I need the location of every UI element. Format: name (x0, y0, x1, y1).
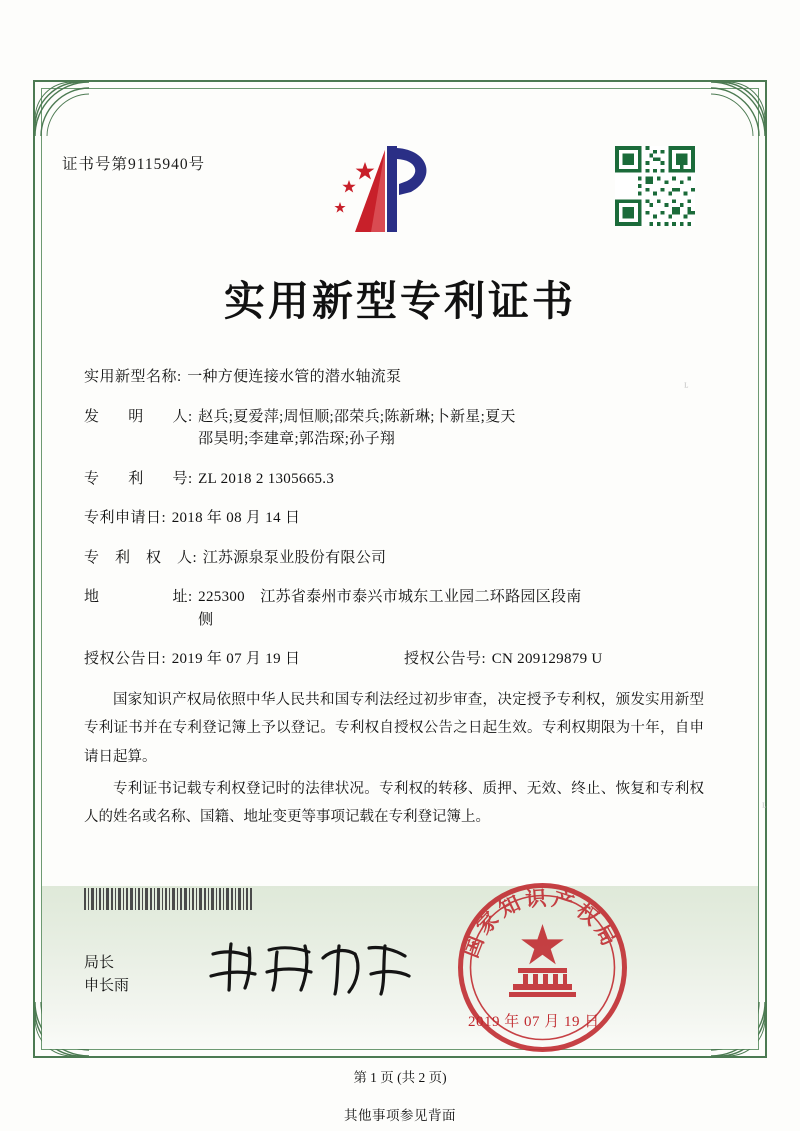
address-line-1: 225300 江苏省泰州市泰兴市城东工业园二环路园区段南 (198, 589, 582, 605)
field-colon: : (188, 470, 193, 487)
inventor-line-2: 邵昊明;李建章;郭浩琛;孙子翔 (198, 431, 396, 447)
field-colon: : (481, 651, 486, 667)
inventor-line-1: 赵兵;夏爱萍;周恒顺;邵荣兵;陈新琳;卜新星;夏天 (198, 408, 516, 425)
director-name: 申长雨 (84, 977, 130, 994)
seal-date: 2019 年 07 月 19 日 (468, 1014, 600, 1030)
field-value: 江苏源泉泵业股份有限公司 (202, 549, 387, 566)
scan-artifact: ᴸ (762, 800, 767, 814)
field-value (198, 586, 704, 631)
field-patent-number (84, 468, 704, 491)
field-colon: : (161, 510, 166, 526)
address-line-2: 侧 (198, 611, 214, 628)
footer-note: 其他事项参见背面 (344, 1108, 456, 1123)
scan-artifact: ᴸ (684, 380, 689, 394)
field-patentee (84, 547, 704, 570)
field-colon: : (161, 651, 166, 667)
director-block (84, 952, 129, 997)
director-label: 局长 (84, 955, 115, 971)
field-label: 实用新型名称 (84, 369, 178, 385)
body-paragraph-1: 国家知识产权局依照中华人民共和国专利法经过初步审查，决定授予专利权，颁发实用新型专利证书并在专利登记簿上予以登记。专利权自授权公告之日起生效。专利权期限为十年，自申请日起算。 (84, 692, 704, 765)
barcode (84, 888, 254, 910)
field-colon: : (192, 549, 197, 566)
legal-body-text (84, 686, 704, 835)
field-inventor (84, 406, 704, 451)
patent-office-logo (325, 140, 445, 240)
field-label: 专 利 号 (84, 470, 188, 487)
field-value: ZL 2018 2 1305665.3 (198, 470, 335, 487)
field-utility-model-name (84, 366, 704, 389)
field-label: 地 址 (84, 589, 188, 605)
field-value: 2018 年 08 月 14 日 (171, 510, 301, 526)
qr-code (615, 146, 695, 226)
handwritten-signature (205, 938, 415, 1000)
field-address (84, 586, 704, 631)
field-grant-date (84, 648, 404, 671)
page-indicator: 第 1 页 (共 2 页) (353, 1070, 447, 1085)
field-value: 2019 年 07 月 19 日 (171, 651, 301, 667)
field-label: 专 利 权 人 (84, 549, 193, 566)
field-value (198, 406, 704, 451)
certificate-fields (84, 366, 704, 688)
page-title: 实用新型专利证书 (224, 277, 576, 325)
field-label: 授权公告日 (84, 651, 162, 667)
field-colon: : (188, 408, 193, 425)
field-grant-row (84, 648, 704, 671)
field-label: 发 明 人 (84, 408, 188, 425)
field-colon: : (188, 589, 193, 605)
field-value: CN 209129879 U (491, 651, 603, 667)
field-label: 专利申请日 (84, 510, 162, 526)
certificate-number: 证书号第9115940号 (62, 156, 206, 173)
field-label: 授权公告号 (404, 651, 482, 667)
field-value: 一种方便连接水管的潜水轴流泵 (187, 369, 402, 385)
field-colon: : (177, 369, 182, 385)
body-paragraph-2: 专利证书记载专利权登记时的法律状况。专利权的转移、质押、无效、终止、恢复和专利权人的姓名或名称、国籍、地址变更等事项记载在专利登记簿上。 (84, 780, 704, 826)
field-grant-number (404, 648, 603, 671)
field-application-date (84, 507, 704, 530)
seal-top-text: 国家知识产权局 (457, 884, 625, 961)
